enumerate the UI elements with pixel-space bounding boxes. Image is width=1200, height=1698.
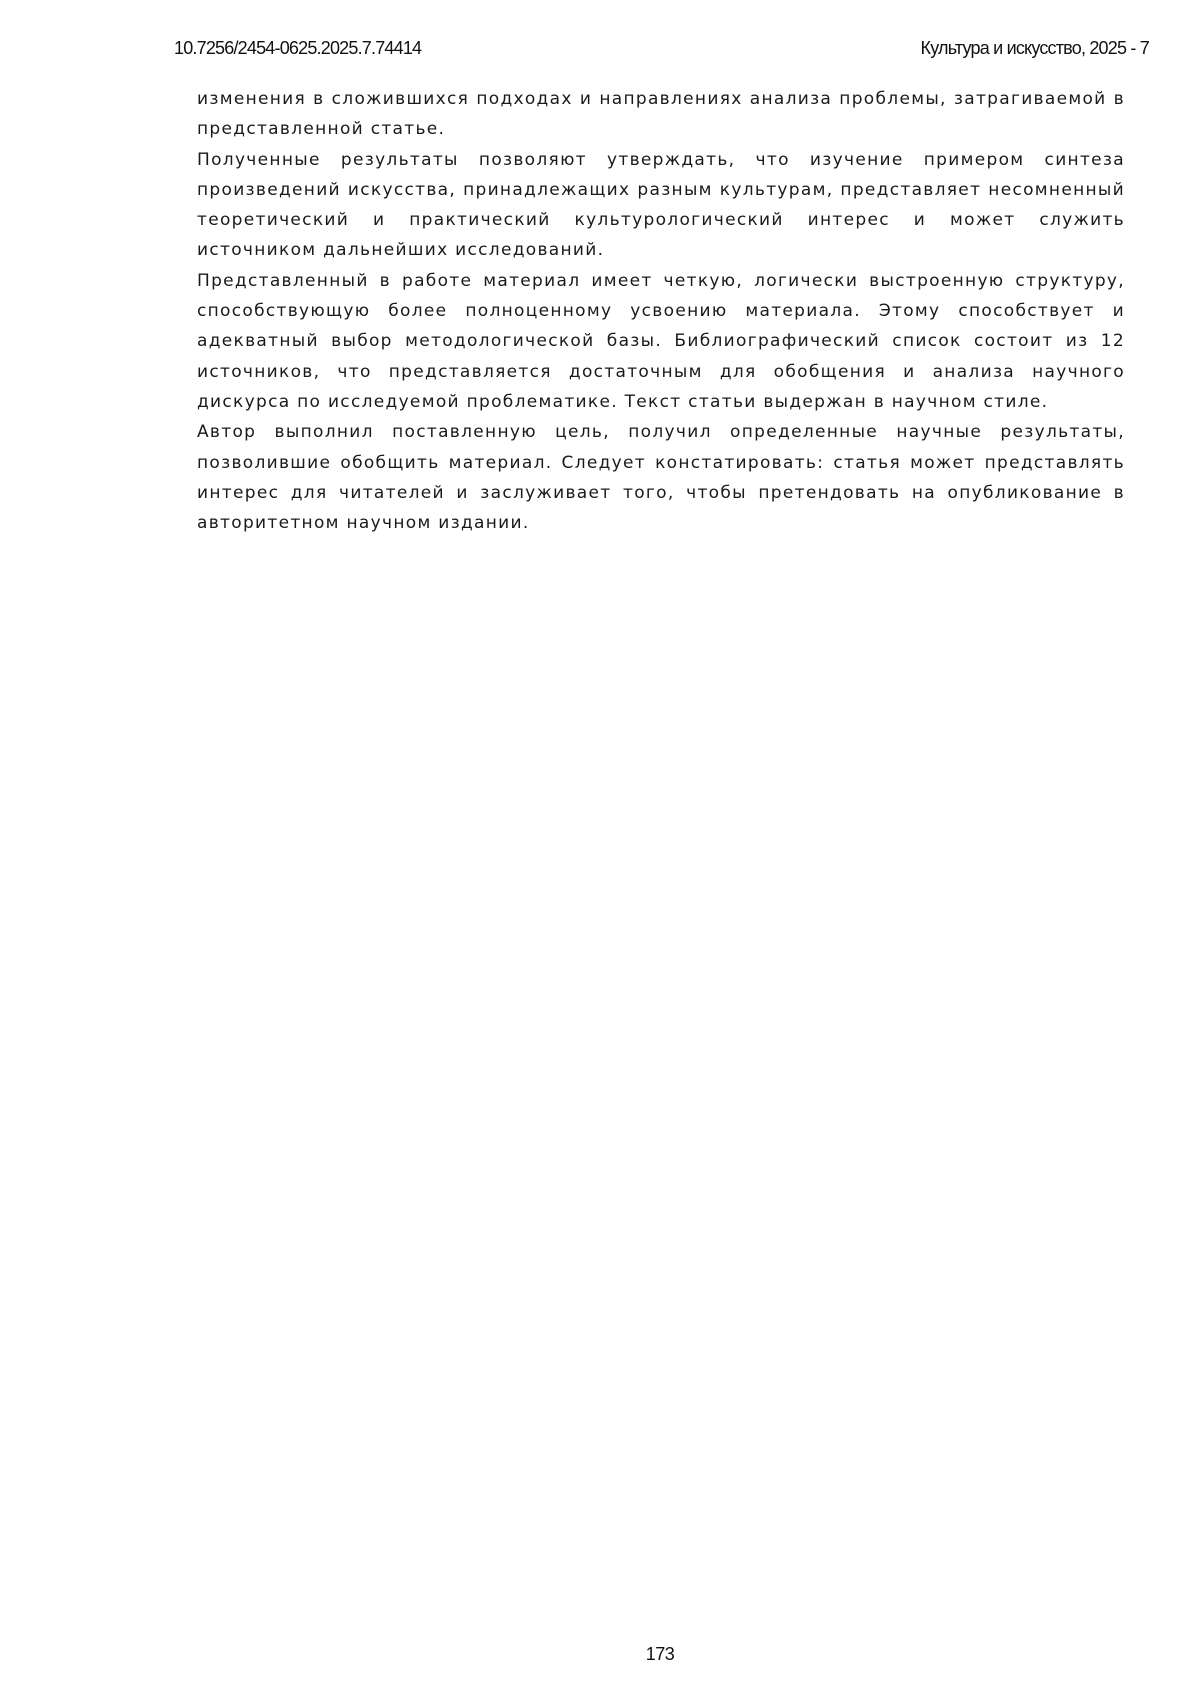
- paragraph: Представленный в работе материал имеет четкую, логически выстроенную структуру, способствующую более полноценному усвоению материала. Этому способствует и адекватный выбор методологической базы. Библиографический список состоит из 12 источников, что представляется достаточным для обобщения и анализа научного дискурса по исследуемой проблематике. Текст статьи выдержан в научном стиле.: [197, 270, 1125, 412]
- paragraph: Автор выполнил поставленную цель, получил определенные научные результаты, позволившие обобщить материал. Следует констатировать: статья может представлять интерес для читателей и заслуживает того, чтобы претендовать на опубликование в авторитетном научном издании.: [197, 422, 1125, 534]
- doi-header: 10.7256/2454-0625.2025.7.74414: [174, 38, 422, 58]
- paragraph: изменения в сложившихся подходах и направлениях анализа проблемы, затрагиваемой в представленной статье.: [197, 89, 1125, 140]
- article-body: [197, 84, 1125, 538]
- page-number: 173: [645, 1644, 675, 1664]
- paragraph: Полученные результаты позволяют утверждать, что изучение примером синтеза произведений искусства, принадлежащих разным культурам, представляет несомненный теоретический и практический культурологический интерес и может служить источником дальнейших исследований.: [197, 149, 1125, 261]
- journal-header: Культура и искусство, 2025 - 7: [920, 38, 1149, 58]
